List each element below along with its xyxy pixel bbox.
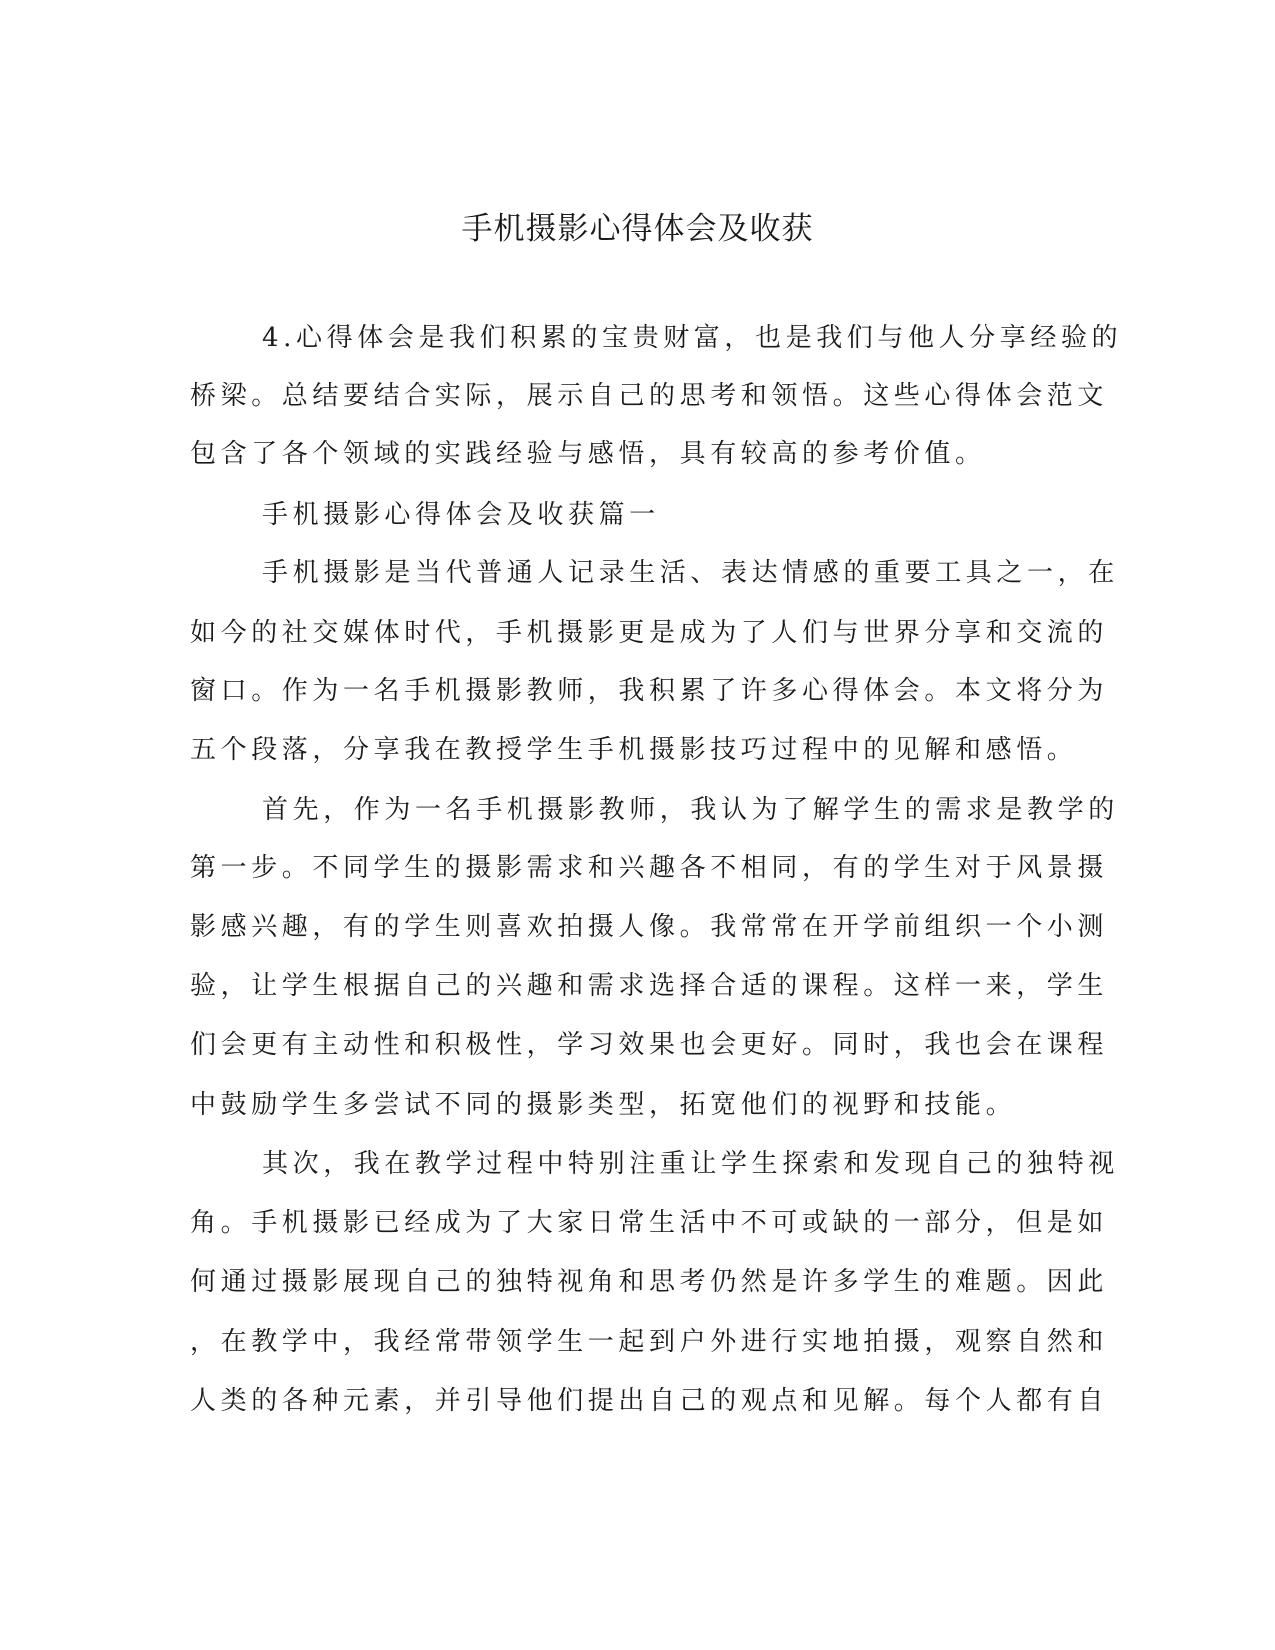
paragraph-line: 首先，作为一名手机摄影教师，我认为了解学生的需求是教学的 <box>262 795 1119 825</box>
paragraph-line: 第一步。不同学生的摄影需求和兴趣各不相同，有的学生对于风景摄 <box>190 853 1109 883</box>
paragraph-line: 中鼓励学生多尝试不同的摄影类型，拓宽他们的视野和技能。 <box>190 1090 1017 1120</box>
paragraph-line: 何通过摄影展现自己的独特视角和思考仍然是许多学生的难题。因此 <box>190 1267 1109 1297</box>
paragraph-line: 们会更有主动性和积极性，学习效果也会更好。同时，我也会在课程 <box>190 1030 1109 1060</box>
paragraph-line: ，在教学中，我经常带领学生一起到户外进行实地拍摄，观察自然和 <box>190 1327 1109 1357</box>
paragraph-line: 影感兴趣，有的学生则喜欢拍摄人像。我常常在开学前组织一个小测 <box>190 912 1109 942</box>
paragraph-line: 窗口。作为一名手机摄影教师，我积累了许多心得体会。本文将分为 <box>190 676 1109 706</box>
paragraph-line: 五个段落，分享我在教授学生手机摄影技巧过程中的见解和感悟。 <box>190 735 1078 765</box>
paragraph-line: 验，让学生根据自己的兴趣和需求选择合适的课程。这样一来，学生 <box>190 971 1109 1001</box>
paragraph-line: 角。手机摄影已经成为了大家日常生活中不可或缺的一部分，但是如 <box>190 1208 1109 1238</box>
section-heading: 手机摄影心得体会及收获篇一 <box>262 500 660 530</box>
paragraph-line: 人类的各种元素，并引导他们提出自己的观点和见解。每个人都有自 <box>190 1386 1109 1416</box>
document-title: 手机摄影心得体会及收获 <box>461 211 814 247</box>
paragraph-line: 桥梁。总结要结合实际，展示自己的思考和领悟。这些心得体会范文 <box>190 381 1109 411</box>
paragraph-line: 4.心得体会是我们积累的宝贵财富，也是我们与他人分享经验的 <box>262 323 1123 353</box>
paragraph-line: 手机摄影是当代普通人记录生活、表达情感的重要工具之一，在 <box>262 558 1119 588</box>
paragraph-line: 其次，我在教学过程中特别注重让学生探索和发现自己的独特视 <box>262 1149 1119 1179</box>
paragraph-line: 如今的社交媒体时代，手机摄影更是成为了人们与世界分享和交流的 <box>190 618 1109 648</box>
paragraph-line: 包含了各个领域的实践经验与感悟，具有较高的参考价值。 <box>190 439 986 469</box>
